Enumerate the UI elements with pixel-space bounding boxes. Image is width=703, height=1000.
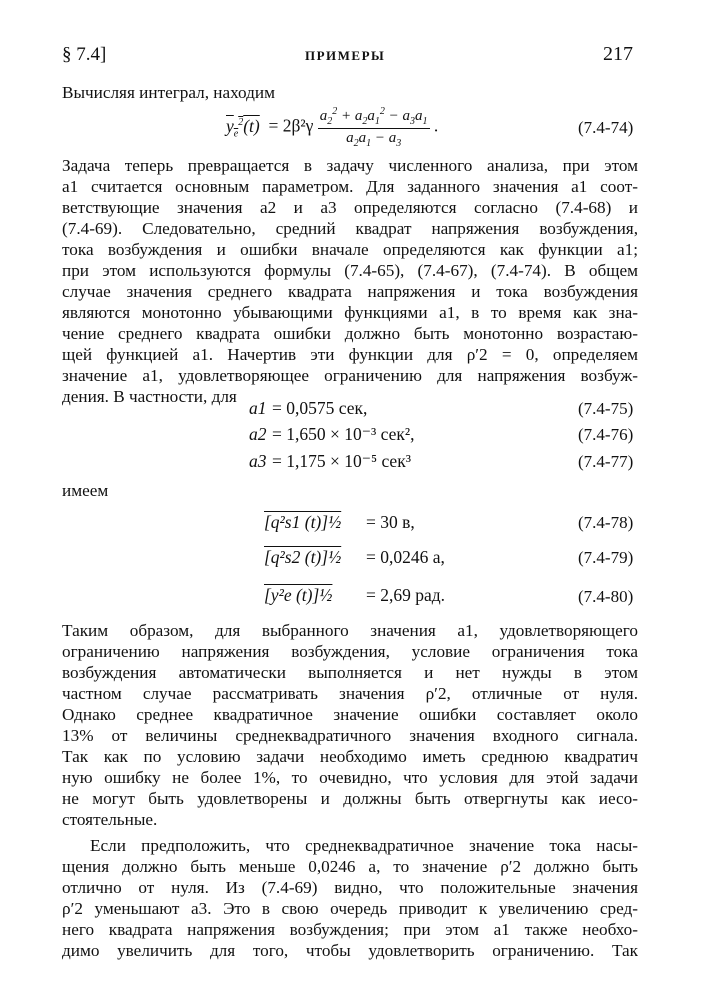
equation-number: (7.4-80) xyxy=(578,587,634,606)
p3-line: димо увеличить для того, чтобы удовлетворить ограничению. Так xyxy=(62,941,638,960)
equation-number-7-4-74: (7.4-74) xyxy=(578,118,634,137)
equation-rhs: = 0,0575 сек, xyxy=(272,398,368,418)
equation-lhs: [q²s1 (t)]½ xyxy=(264,512,342,532)
p1-line: чение среднего квадрата ошибки должно быть монотонно возрастаю- xyxy=(62,324,638,343)
equation-number: (7.4-78) xyxy=(578,513,634,532)
equation-rhs: = 1,175 × 10⁻⁵ сек³ xyxy=(272,451,411,471)
p3-line: него квадрата напряжения возбуждения; при этом a1 также необхо- xyxy=(62,920,638,939)
equation-lhs: [y²e (t)]½ xyxy=(264,585,333,605)
equation-number: (7.4-77) xyxy=(578,452,634,471)
p2-line: 13% от величины среднеквадратичного значения входного сигнала. xyxy=(62,726,638,745)
equation-lhs: a1 xyxy=(249,398,267,418)
p1-line: (7.4-69). Следовательно, средний квадрат напряжения возбуждения, xyxy=(62,219,638,238)
page-number: 217 xyxy=(603,43,633,65)
equation-fraction: $\frac{a_2^2 + a_2a_1^2 - a_3a_1}{a_2a_1 - a_3}$ xyxy=(319,106,428,149)
equation-rhs: = 30 в, xyxy=(366,512,415,532)
equation-number: (7.4-79) xyxy=(578,548,634,567)
equation-rhs: = 2,69 рад. xyxy=(366,585,446,605)
p2-line: не могут быть удовлетворены и должны быть отвергнуты как иесо- xyxy=(62,789,638,808)
equation-rhs: = 1,650 × 10⁻³ сек², xyxy=(272,424,415,444)
p1-line: тока возбуждения и ошибки вначале определяются как функции a1; xyxy=(62,240,638,259)
equation-7-4-74: $y_e^2(t) = 2\beta^2\gamma$ $\frac{a_2^2 + a_2a_1^2 - a_3a_1}{a_2a_1 - a_3}$ . xyxy=(226,106,439,149)
p2-line: ограничению напряжения возбуждения, условие ограничения тока xyxy=(62,642,638,661)
equation-number: (7.4-76) xyxy=(578,425,634,444)
p3-line: отлично от нуля. Из (7.4-69) видно, что положительные значения xyxy=(62,878,638,897)
p2-line: Так как по условию задачи необходимо иметь среднюю квадратич xyxy=(62,747,638,766)
p3-line: ρ′2 уменьшают a3. Это в свою очередь приводит к увеличению сред- xyxy=(62,899,638,918)
equation-lhs: [q²s2 (t)]½ xyxy=(264,547,342,567)
p3-line: Если предположить, что среднеквадратичное значение тока насы- xyxy=(90,836,638,855)
equation-lhs: a3 xyxy=(249,451,267,471)
section-number: § 7.4] xyxy=(62,44,107,65)
equation-lhs: a2 xyxy=(249,424,267,444)
intro-line: Вычисляя интеграл, находим xyxy=(62,83,275,102)
p1-line: щей функцией a1. Начертив эти функции для ρ′2 = 0, определяем xyxy=(62,345,638,364)
p2-line: стоятельные. xyxy=(62,810,158,829)
p1-line: a1 считается основным параметром. Для заданного значения a1 соот- xyxy=(62,177,638,196)
equation-rhs: = 0,0246 а, xyxy=(366,547,445,567)
p2-line: частном случае рассматривать значения ρ′2, отличные от нуля. xyxy=(62,684,638,703)
running-title: ПРИМЕРЫ xyxy=(305,48,386,63)
p2-line: Таким образом, для выбранного значения a1, удовлетворяющего xyxy=(62,621,638,640)
p1-line: ветствующие значения a2 и a3 определяются согласно (7.4-68) и xyxy=(62,198,638,217)
p2-line: Однако среднее квадратичное значение ошибки составляет около xyxy=(62,705,638,724)
p1-line: случае значения среднего квадрата напряжения и тока возбуждения xyxy=(62,282,638,301)
p3-line: щения должно быть меньше 0,0246 а, то значение ρ′2 должно быть xyxy=(62,857,638,876)
p1-line: дения. В частности, для xyxy=(62,387,237,406)
p1-line: значение a1, удовлетворяющее ограничению для напряжения возбуж- xyxy=(62,366,638,385)
p1-line: Задача теперь превращается в задачу численного анализа, при этом xyxy=(62,156,638,175)
p2-line: ную ошибку не более 1%, то очевидно, что условия для этой задачи xyxy=(62,768,638,787)
equation-number: (7.4-75) xyxy=(578,399,634,418)
p1-line: являются монотонно убывающими функциями a1, в то время как зна- xyxy=(62,303,638,322)
p2-line: возбуждения автоматически выполняется и нет нужды в этом xyxy=(62,663,638,682)
imeem-line: имеем xyxy=(62,481,109,500)
p1-line: при этом используются формулы (7.4-65), (7.4-67), (7.4-74). В общем xyxy=(62,261,638,280)
